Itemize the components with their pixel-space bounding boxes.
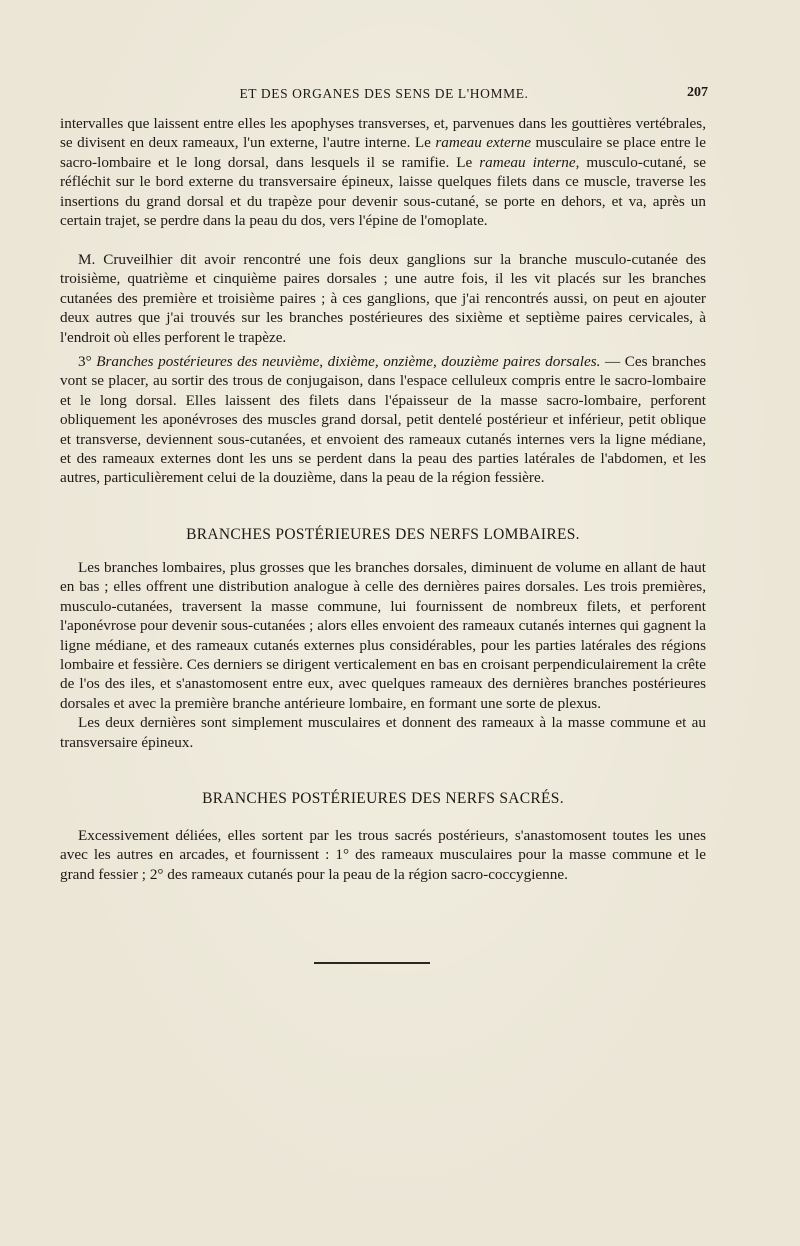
paragraph-cruveilhier — [60, 250, 706, 347]
page-number: 207 — [687, 85, 708, 100]
end-rule-divider — [314, 962, 430, 964]
paragraph-text: intervalles que laissent entre elles les apophyses transverses, et, parvenues dans les gouttières vertébrales, se divisent en deux rameaux, l'un externe, l'autre interne. — [60, 115, 706, 152]
paragraph-text: — Ces branches vont se placer, au sortir des trous de conjugaison, dans l'espace celluleux compris entre le sacro-lombaire et le long dorsal. Elles laissent des filets dans l'épaisseur de la masse sacro-lombaire, perforent obliquement les aponévroses des muscles grand dorsal, petit dentelé postérieur et inférieur, petit oblique et transverse, deviennent sous-cutanées, et envoient des rameaux cutanés internes vers la ligne médiane, et des rameaux externes dont les uns se perdent dans la peau des parties latérales de l'abdomen, et les autres, particulièrement celui de la douzième, dans la peau de la région fessière. — [60, 353, 706, 487]
section-heading-lombaires: BRANCHES POSTÉRIEURES DES NERFS LOMBAIRES. — [186, 526, 580, 543]
paragraph-text: M. Cruveilhier dit avoir rencontré une fois deux ganglions sur la branche musculo-cutanée des troisième, quatrième et cinquième paires dorsales ; une autre fois, il les vit placés sur les branches cutanées des première et troisième paires ; à ces ganglions, que j'ai rencontrés aussi, on peut en ajouter deux autres que j'ai trouvés sur les branches postérieures des sixième et septième paires cervicales, à l'endroit où elles perforent le trapèze. — [60, 251, 706, 346]
section-heading-sacres: BRANCHES POSTÉRIEURES DES NERFS SACRÉS. — [202, 790, 564, 807]
running-header — [60, 86, 708, 106]
paragraph-sacres — [60, 826, 706, 884]
italic-term-rameau-externe: rameau externe — [435, 134, 531, 152]
paragraph-text: Excessivement déliées, elles sortent par les trous sacrés postérieurs, s'anastomosent toutes les unes avec les autres en arcades, et fournissent : 1° des rameaux musculaires pour la masse commune et le grand fessier ; 2° des rameaux cutanés pour la peau de la région sacro-coccygienne. — [60, 827, 706, 883]
paragraph-intervalles — [60, 114, 706, 230]
paragraph-text: Les deux dernières sont simplement musculaires et donnent des rameaux à la masse commune et au transversaire épineux. — [60, 714, 706, 751]
paragraph-text: Les branches lombaires, plus grosses que les branches dorsales, diminuent de volume en allant de haut en bas ; elles offrent une distribution analogue à celle des dernières paires dorsales. Les trois premières, musculo-cutanées, traversent la masse commune, lui fournissent de nombreux filets, et perforent l'aponévrose pour devenir sous-cutanées ; alors elles envoient des rameaux cutanés internes qui gagnent la ligne médiane, et des rameaux cutanés externes plus considérables, pour les parties latérales des régions lombaire et fessière. Ces derniers se dirigent verticalement en bas en croisant perpendiculairement la crête de l'os des iles, et s'anastomosent entre eux, avec quelques rameaux des dernières branches postérieures dorsales et avec la première branche antérieure lombaire, en formant une sorte de plexus. — [60, 559, 706, 712]
paragraph-text: , musculo-cutané, se réfléchit sur le bord externe du transversaire épineux, laisse quelques filets dans ce muscle, traverse les insertions du grand dorsal et du trapèze pour devenir sous-cutané, se porte en dehors, et va, après un certain trajet, se perdre dans la peau du dos, vers l'épine de l'omoplate. — [60, 153, 706, 230]
paragraph-text: Le — [410, 134, 436, 152]
running-title: ET DES ORGANES DES SENS DE L'HOMME. — [239, 86, 529, 101]
section-number: 3° — [78, 353, 97, 370]
paragraph-branches-posterieures — [60, 352, 706, 488]
italic-section-title: Branches postérieures des neuvième, dixième, onzième, douzième paires dorsales. — [96, 353, 601, 370]
italic-term-rameau-interne: rameau interne — [479, 153, 576, 171]
paragraph-lombaires — [60, 558, 706, 752]
paragraph-text: musculaire se place entre le sacro-lombaire et le long dorsal, dans lesquels il se ramifie. Le — [60, 134, 706, 171]
